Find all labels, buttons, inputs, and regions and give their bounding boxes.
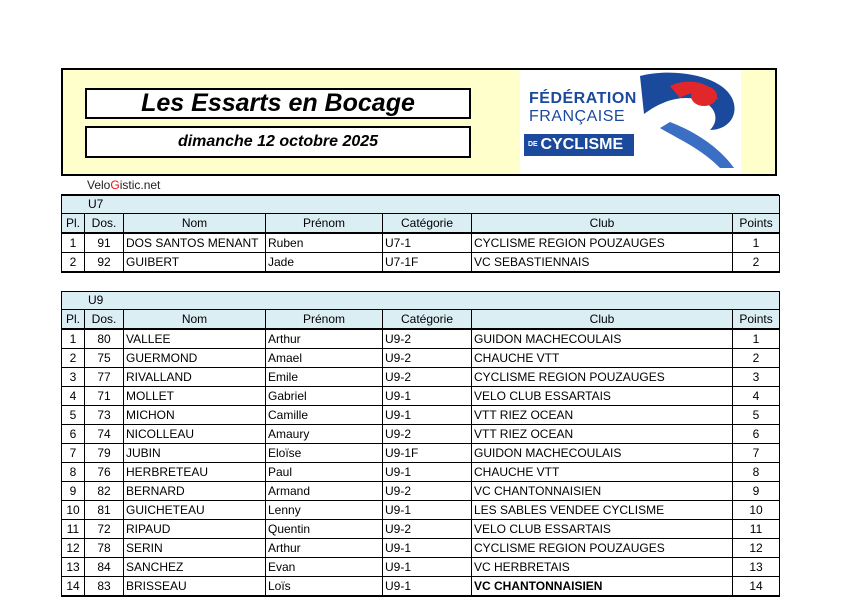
- col-header-club: Club: [472, 214, 733, 234]
- cell-name: VALLEE: [124, 329, 266, 349]
- cell-club: VTT RIEZ OCEAN: [472, 425, 733, 444]
- cell-place: 3: [62, 368, 85, 387]
- col-header-prenom: Prénom: [266, 310, 383, 330]
- cell-firstname: Evan: [266, 558, 383, 577]
- cell-bib: 75: [85, 349, 124, 368]
- cell-category: U9-2: [383, 329, 472, 349]
- cell-club: VC HERBRETAIS: [472, 558, 733, 577]
- cell-place: 8: [62, 463, 85, 482]
- ffc-logo: [520, 70, 741, 174]
- cell-points: 5: [733, 406, 780, 425]
- table-row: [62, 577, 780, 597]
- cell-points: 2: [733, 253, 780, 273]
- cell-name: SANCHEZ: [124, 558, 266, 577]
- table-row: [62, 482, 780, 501]
- cell-name: SERIN: [124, 539, 266, 558]
- cell-firstname: Amaury: [266, 425, 383, 444]
- cell-points: 3: [733, 368, 780, 387]
- cell-name: RIPAUD: [124, 520, 266, 539]
- cell-points: 12: [733, 539, 780, 558]
- cell-points: 14: [733, 577, 780, 597]
- cell-club: VC SEBASTIENNAIS: [472, 253, 733, 273]
- cell-bib: 83: [85, 577, 124, 597]
- cell-place: 7: [62, 444, 85, 463]
- cell-category: U9-1: [383, 558, 472, 577]
- logo-cyclisme: CYCLISME: [540, 136, 624, 153]
- col-header-dos: Dos.: [85, 214, 124, 234]
- cell-bib: 91: [85, 233, 124, 253]
- cell-club: LES SABLES VENDEE CYCLISME: [472, 501, 733, 520]
- col-header-pl: Pl.: [62, 214, 85, 234]
- col-header-categorie: Catégorie: [383, 214, 472, 234]
- cell-name: BRISSEAU: [124, 577, 266, 597]
- cell-firstname: Arthur: [266, 539, 383, 558]
- cell-category: U9-2: [383, 425, 472, 444]
- cell-bib: 72: [85, 520, 124, 539]
- cell-club: VTT RIEZ OCEAN: [472, 406, 733, 425]
- cell-firstname: Eloïse: [266, 444, 383, 463]
- cell-bib: 79: [85, 444, 124, 463]
- category-label: U7: [62, 196, 780, 214]
- cell-firstname: Quentin: [266, 520, 383, 539]
- table-row: [62, 463, 780, 482]
- cell-points: 10: [733, 501, 780, 520]
- cell-name: GUERMOND: [124, 349, 266, 368]
- cell-place: 5: [62, 406, 85, 425]
- cell-firstname: Ruben: [266, 233, 383, 253]
- cell-club: VC CHANTONNAISIEN: [472, 482, 733, 501]
- category-label: U9: [62, 292, 780, 310]
- cell-points: 6: [733, 425, 780, 444]
- cell-bib: 84: [85, 558, 124, 577]
- cell-bib: 80: [85, 329, 124, 349]
- col-header-categorie: Catégorie: [383, 310, 472, 330]
- col-header-nom: Nom: [124, 214, 266, 234]
- cell-category: U9-1: [383, 539, 472, 558]
- cell-name: DOS SANTOS MENANT: [124, 233, 266, 253]
- col-header-prenom: Prénom: [266, 214, 383, 234]
- logo-line-2: FRANÇAISE: [529, 108, 626, 125]
- event-header: [61, 68, 777, 176]
- col-header-nom: Nom: [124, 310, 266, 330]
- cell-bib: 81: [85, 501, 124, 520]
- cell-category: U9-2: [383, 520, 472, 539]
- logo-line-1: FÉDÉRATION: [529, 90, 637, 107]
- cell-place: 14: [62, 577, 85, 597]
- cell-points: 11: [733, 520, 780, 539]
- col-header-points: Points: [733, 310, 780, 330]
- cell-points: 2: [733, 349, 780, 368]
- cell-name: GUIBERT: [124, 253, 266, 273]
- cell-place: 11: [62, 520, 85, 539]
- event-date: dimanche 12 octobre 2025: [85, 126, 471, 158]
- cell-name: GUICHETEAU: [124, 501, 266, 520]
- table-row: [62, 387, 780, 406]
- cell-place: 12: [62, 539, 85, 558]
- results-table-u7: [61, 195, 780, 273]
- table-row: [62, 425, 780, 444]
- cell-name: RIVALLAND: [124, 368, 266, 387]
- cell-category: U9-1: [383, 577, 472, 597]
- cell-place: 2: [62, 349, 85, 368]
- cell-club: GUIDON MACHECOULAIS: [472, 444, 733, 463]
- logo-de: DE: [528, 140, 538, 148]
- results-table-u9: [61, 291, 780, 597]
- cell-category: U7-1F: [383, 253, 472, 273]
- cell-bib: 73: [85, 406, 124, 425]
- cell-points: 7: [733, 444, 780, 463]
- cell-firstname: Emile: [266, 368, 383, 387]
- table-row: [62, 444, 780, 463]
- cell-club: CHAUCHE VTT: [472, 349, 733, 368]
- cell-name: BERNARD: [124, 482, 266, 501]
- cell-points: 9: [733, 482, 780, 501]
- col-header-pl: Pl.: [62, 310, 85, 330]
- cell-category: U9-1F: [383, 444, 472, 463]
- cell-category: U9-1: [383, 463, 472, 482]
- cell-bib: 92: [85, 253, 124, 273]
- cell-club: VELO CLUB ESSARTAIS: [472, 387, 733, 406]
- cell-category: U9-2: [383, 368, 472, 387]
- logo-line-3: [524, 134, 634, 156]
- cell-firstname: Loïs: [266, 577, 383, 597]
- cell-points: 13: [733, 558, 780, 577]
- cell-bib: 78: [85, 539, 124, 558]
- table-row: [62, 233, 780, 253]
- cell-firstname: Armand: [266, 482, 383, 501]
- table-row: [62, 253, 780, 273]
- cell-bib: 82: [85, 482, 124, 501]
- table-row: [62, 406, 780, 425]
- table-row: [62, 501, 780, 520]
- cell-name: MICHON: [124, 406, 266, 425]
- cell-bib: 74: [85, 425, 124, 444]
- cell-points: 1: [733, 233, 780, 253]
- cell-name: NICOLLEAU: [124, 425, 266, 444]
- cell-bib: 77: [85, 368, 124, 387]
- cell-name: MOLLET: [124, 387, 266, 406]
- cell-club: VC CHANTONNAISIEN: [472, 577, 733, 597]
- cell-category: U7-1: [383, 233, 472, 253]
- cell-category: U9-1: [383, 406, 472, 425]
- cell-place: 1: [62, 233, 85, 253]
- cell-firstname: Camille: [266, 406, 383, 425]
- cell-place: 1: [62, 329, 85, 349]
- cell-place: 4: [62, 387, 85, 406]
- cell-firstname: Arthur: [266, 329, 383, 349]
- col-header-points: Points: [733, 214, 780, 234]
- cell-category: U9-1: [383, 501, 472, 520]
- table-row: [62, 539, 780, 558]
- cell-name: HERBRETEAU: [124, 463, 266, 482]
- cell-firstname: Paul: [266, 463, 383, 482]
- table-row: [62, 558, 780, 577]
- table-row: [62, 368, 780, 387]
- cell-bib: 76: [85, 463, 124, 482]
- cell-place: 6: [62, 425, 85, 444]
- cell-bib: 71: [85, 387, 124, 406]
- table-row: [62, 349, 780, 368]
- table-row: [62, 329, 780, 349]
- cell-name: JUBIN: [124, 444, 266, 463]
- col-header-dos: Dos.: [85, 310, 124, 330]
- cell-points: 4: [733, 387, 780, 406]
- cell-firstname: Lenny: [266, 501, 383, 520]
- event-title: Les Essarts en Bocage: [85, 88, 471, 119]
- table-row: [62, 520, 780, 539]
- cell-firstname: Amael: [266, 349, 383, 368]
- cell-points: 1: [733, 329, 780, 349]
- cell-category: U9-2: [383, 482, 472, 501]
- cell-place: 10: [62, 501, 85, 520]
- cell-club: CYCLISME REGION POUZAUGES: [472, 539, 733, 558]
- cell-club: CHAUCHE VTT: [472, 463, 733, 482]
- cell-club: GUIDON MACHECOULAIS: [472, 329, 733, 349]
- cell-firstname: Jade: [266, 253, 383, 273]
- col-header-club: Club: [472, 310, 733, 330]
- cell-club: CYCLISME REGION POUZAUGES: [472, 368, 733, 387]
- cell-points: 8: [733, 463, 780, 482]
- cell-firstname: Gabriel: [266, 387, 383, 406]
- cell-place: 2: [62, 253, 85, 273]
- cell-club: CYCLISME REGION POUZAUGES: [472, 233, 733, 253]
- cell-category: U9-2: [383, 349, 472, 368]
- cell-club: VELO CLUB ESSARTAIS: [472, 520, 733, 539]
- cell-place: 13: [62, 558, 85, 577]
- velogistic-credit: VeloGistic.net: [87, 178, 161, 192]
- cell-place: 9: [62, 482, 85, 501]
- cell-category: U9-1: [383, 387, 472, 406]
